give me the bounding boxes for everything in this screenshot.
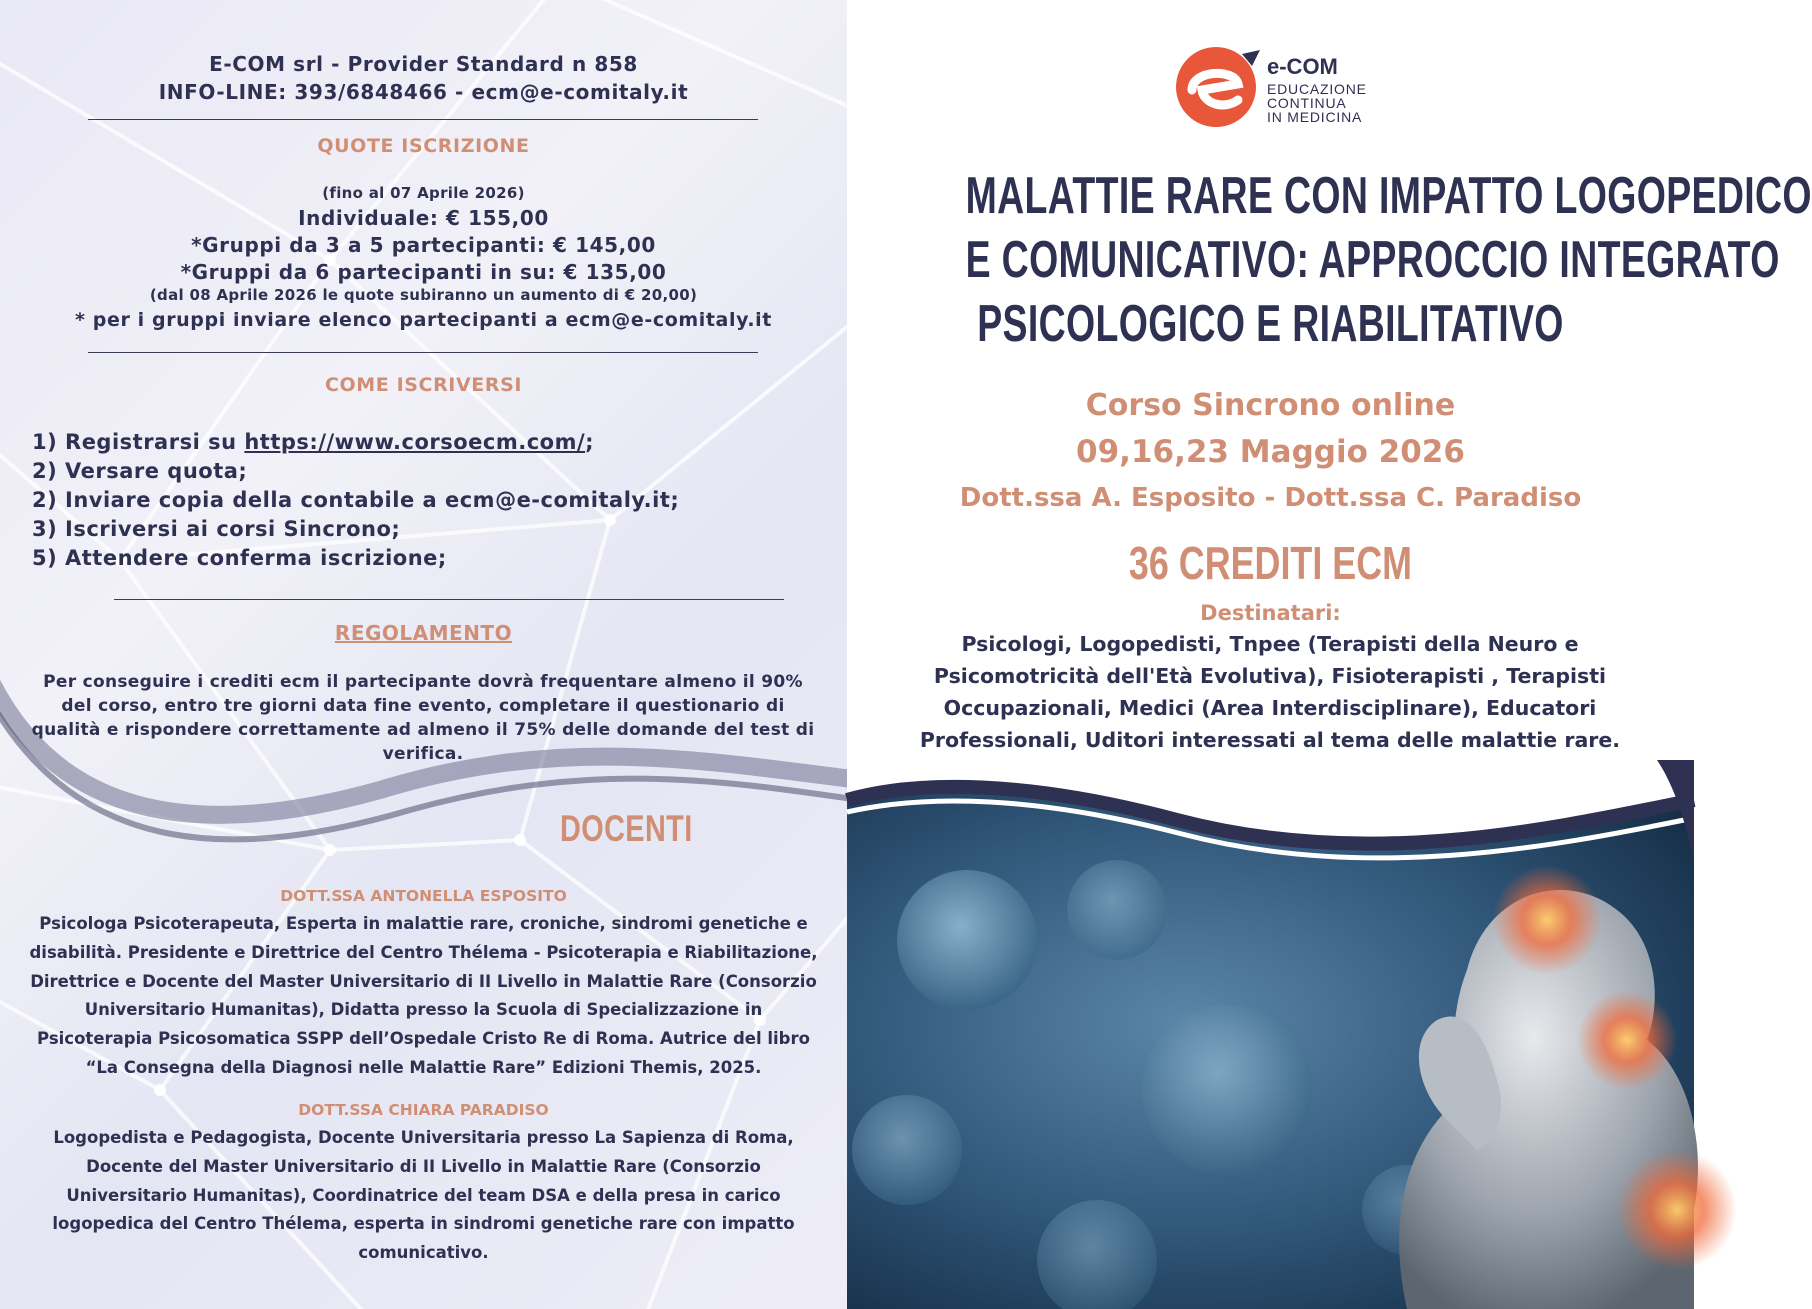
right-panel [847,0,1812,1309]
step-5: 5) Attendere conferma iscrizione; [32,546,447,570]
divider [88,119,758,120]
step-2: 2) Versare quota; [32,459,248,483]
step-1-suffix: ; [585,430,595,454]
ecom-logo [1172,40,1372,130]
quote-title: QUOTE ISCRIZIONE [317,135,530,157]
destinatari-text: Psicologi, Logopedisti, Tnpee (Terapisti della Neuro e Psicomotricità dell'Età Evolutiva), Fisioterapisti , Terapisti Occupazionali, Medici (Area Interdisciplinare), Educatori Professionali, Uditori interessati al tema delle malattie rare. [919,632,1621,752]
title-line-2: E COMUNICATIVO: APPROCCIO INTEGRATO [965,231,1780,289]
course-teachers: Dott.ssa A. Esposito - Dott.ssa C. Paradiso [959,483,1582,513]
logo-line-1: EDUCAZIONE [1267,81,1367,97]
step-1-prefix: 1) Registrarsi su [32,430,245,454]
price-gruppi-6: *Gruppi da 6 partecipanti in su: € 135,00 [180,260,667,284]
step-4: 3) Iscriversi ai corsi Sincrono; [32,517,401,541]
quote-deadline: (fino al 07 Aprile 2026) [322,184,525,202]
price-gruppi-3-5: *Gruppi da 3 a 5 partecipanti: € 145,00 [191,233,656,257]
provider-line: E-COM srl - Provider Standard n 858 [209,52,638,76]
steps-list [32,428,679,573]
destinatari-label: Destinatari: [1200,601,1341,625]
title-line-1: MALATTIE RARE CON IMPATTO LOGOPEDICO [965,167,1812,225]
divider [114,599,784,600]
logo-brand: e-COM [1267,54,1338,79]
regolamento-text: Per conseguire i crediti ecm il partecipante dovrà frequentare almeno il 90% del corso, entro tre giorni data fine evento, completare il questionario di qualità e rispondere correttamente ad almeno il 75% delle domande del test di verifica. [31,672,815,764]
price-individuale: Individuale: € 155,00 [298,206,549,230]
credits-wrap [847,536,1694,590]
left-panel [0,0,847,1309]
title-line-3: PSICOLOGICO E RIABILITATIVO [977,295,1564,353]
gruppi-note: * per i gruppi inviare elenco partecipanti a ecm@e-comitaly.it [75,309,772,331]
docente-1-name: DOTT.SSA ANTONELLA ESPOSITO [280,887,567,905]
come-iscriversi-title: COME ISCRIVERSI [324,374,523,396]
course-type: Corso Sincrono online [1085,388,1456,423]
step-1 [32,428,679,457]
docente-1-bio: Psicologa Psicoterapeuta, Esperta in malattie rare, croniche, sindromi genetiche e disabilità. Presidente e Direttrice del Centro Thélema - Psicoterapia e Riabilitazione, Direttrice e Docente del Master Universitario di II Livello in Malattie Rare (Consorzio Universitario Humanitas), Didatta presso la Scuola di Specializzazione in Psicoterapia Psicosomatica SSPP dell’Ospedale Cristo Re di Roma. Autrice del libro “La Consegna della Diagnosi nelle Malattie Rare” Edizioni Themis, 2025. [29,914,818,1077]
course-dates: 09,16,23 Maggio 2026 [1076,434,1465,470]
docenti-title: DOCENTI [560,808,693,849]
wave-divider [847,760,1694,920]
divider [88,352,758,353]
regolamento-title: REGOLAMENTO [334,621,513,645]
step-3: 2) Inviare copia della contabile a ecm@e-comitaly.it; [32,488,680,512]
logo-line-3: IN MEDICINA [1267,109,1363,125]
ecom-logo-icon [1172,40,1264,130]
infoline: INFO-LINE: 393/6848466 - ecm@e-comitaly.it [158,80,689,104]
main-title [847,164,1812,356]
registration-link[interactable]: https://www.corsoecm.com/ [244,430,586,454]
docente-2-name: DOTT.SSA CHIARA PARADISO [298,1101,549,1119]
docente-2-bio: Logopedista e Pedagogista, Docente Universitaria presso La Sapienza di Roma, Docente del Master Universitario di II Livello in Malattie Rare (Consorzio Universitario Humanitas), Coordinatrice del team DSA e della presa in carico logopedica del Centro Thélema, esperta in sindromi genetiche rare con impatto comunicativo. [52,1128,795,1263]
price-aumento-note: (dal 08 Aprile 2026 le quote subiranno un aumento di € 20,00) [149,286,698,304]
credits-ecm: 36 CREDITI ECM [1128,537,1413,589]
logo-line-2: CONTINUA [1267,95,1347,111]
